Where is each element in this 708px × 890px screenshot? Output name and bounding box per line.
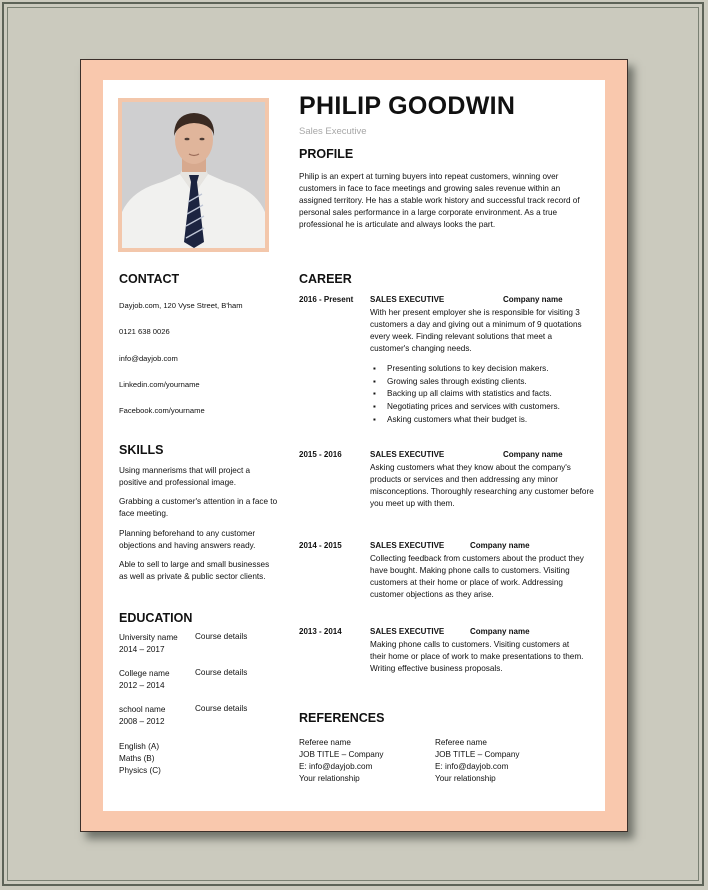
contact-facebook[interactable]: Facebook.com/yourname (119, 406, 205, 415)
referee-name: Referee name (435, 738, 487, 747)
job-description: With her present employer she is responsible for visiting 3 customers a day and giving out a minimum of 9 quotations every week. Finding relevant solutions that meet a customer's changing needs. (370, 308, 582, 353)
contact-email[interactable]: info@dayjob.com (119, 354, 178, 363)
candidate-job-title: Sales Executive (299, 126, 367, 137)
resume-page (80, 59, 628, 832)
education-course: Course details (195, 704, 248, 713)
resume-sheet (103, 80, 605, 811)
referee-job: JOB TITLE – Company (435, 750, 520, 759)
reference-card (299, 737, 384, 785)
grade-item: Physics (C) (119, 766, 161, 775)
person-portrait-icon (122, 102, 265, 248)
achievement-item: ▪ Presenting solutions to key decision makers. (370, 363, 560, 376)
education-name: University name (119, 633, 178, 642)
grade-item: Maths (B) (119, 754, 155, 763)
grade-item: English (A) (119, 742, 160, 751)
education-course: Course details (195, 632, 248, 641)
contact-phone: 0121 638 0026 (119, 327, 170, 336)
career-heading: CAREER (299, 272, 352, 286)
profile-text: Philip is an expert at turning buyers into repeat customers, winning over customers in face to face meetings and growing sales revenue within an assigned territory. He has a stable work history and successful track record of personal sales performance in a large corporate environment. As a true professional he is articulate and always looks the part. (299, 172, 580, 229)
achievement-item: ▪ Asking customers what their budget is. (370, 414, 560, 427)
referee-job: JOB TITLE – Company (299, 750, 384, 759)
job-achievements-list (370, 363, 560, 427)
job-company: Company name (470, 541, 530, 550)
education-years: 2014 – 2017 (119, 645, 165, 654)
job-company: Company name (503, 450, 563, 459)
education-heading: EDUCATION (119, 611, 193, 625)
achievement-item: ▪ Negotiating prices and services with customers. (370, 401, 560, 414)
referee-name: Referee name (299, 738, 351, 747)
job-description: Asking customers what they know about the company's products or services and then addressing any minor misconceptions. Thoroughly researching any customer before you meet up with them. (370, 463, 594, 508)
referee-email[interactable]: E: info@dayjob.com (299, 762, 373, 771)
skill-item: Grabbing a customer's attention in a face to face meeting. (119, 497, 278, 518)
referee-relationship: Your relationship (435, 774, 496, 783)
job-title: SALES EXECUTIVE (370, 541, 445, 550)
job-dates: 2014 - 2015 (299, 541, 342, 550)
job-dates: 2015 - 2016 (299, 450, 342, 459)
job-dates: 2016 - Present (299, 295, 354, 304)
profile-heading: PROFILE (299, 147, 354, 161)
skill-item: Using mannerisms that will project a positive and professional image. (119, 466, 251, 487)
education-name: school name (119, 705, 166, 714)
referee-relationship: Your relationship (299, 774, 360, 783)
skills-heading: SKILLS (119, 443, 164, 457)
achievement-item: ▪ Backing up all claims with statistics and facts. (370, 388, 560, 401)
photo-frame (118, 98, 269, 252)
job-company: Company name (503, 295, 563, 304)
education-name: College name (119, 669, 170, 678)
job-description: Collecting feedback from customers about the product they have bought. Making phone calls to customers. Visiting customers at their home or place of work. Addressing customer objections as they arise. (370, 554, 584, 599)
education-course: Course details (195, 668, 248, 677)
achievement-item: ▪ Growing sales through existing clients. (370, 376, 560, 389)
job-company: Company name (470, 627, 530, 636)
contact-heading: CONTACT (119, 272, 180, 286)
referee-email[interactable]: E: info@dayjob.com (435, 762, 509, 771)
education-years: 2008 – 2012 (119, 717, 165, 726)
references-heading: REFERENCES (299, 711, 385, 725)
job-description: Making phone calls to customers. Visiting customers at their home or place of work to make presentations to them. Writing effective business proposals. (370, 640, 584, 673)
job-title: SALES EXECUTIVE (370, 295, 445, 304)
skill-item: Planning beforehand to any customer objections and having answers ready. (119, 529, 256, 550)
education-years: 2012 – 2014 (119, 681, 165, 690)
skill-item: Able to sell to large and small businesses as well as private & public sector clients. (119, 560, 270, 581)
candidate-name: PHILIP GOODWIN (299, 92, 516, 120)
job-dates: 2013 - 2014 (299, 627, 342, 636)
job-title: SALES EXECUTIVE (370, 627, 445, 636)
profile-photo (122, 102, 265, 248)
reference-card (435, 737, 520, 785)
job-title: SALES EXECUTIVE (370, 450, 445, 459)
contact-address: Dayjob.com, 120 Vyse Street, B'ham (119, 301, 243, 310)
contact-linkedin[interactable]: Linkedin.com/yourname (119, 380, 200, 389)
